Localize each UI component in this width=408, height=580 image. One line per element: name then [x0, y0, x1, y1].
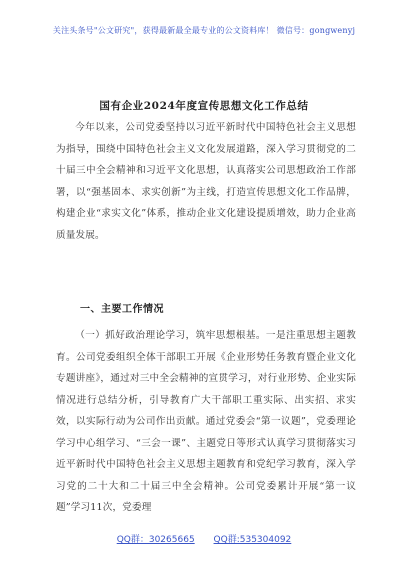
intro-paragraph: 今年以来，公司党委坚持以习近平新时代中国特色社会主义思想为指导，围绕中国特色社会主义文化发展道路，深入学习贯彻党的二十届三中全会精神和习近平文化思想，认真落实公司思想政治工作部署，以“强基固本、求实创新”为主线，打造宣传思想文化工作品牌，构建企业“求实文化”体系，推动企业文化建设提质增效，助力企业高质量发展。 [56, 122, 356, 241]
footer-contact [0, 532, 408, 545]
promo-banner: 关注头条号"公文研究"，获得最新最全最专业的公文资料库！ 微信号：gongwenyj [52, 26, 356, 35]
section-paragraph: （一）抓好政治理论学习，筑牢思想根基。一是注重思想主题教育。公司党委组织全体干部职工开展《企业形势任务教育暨企业文化专题讲座》，通过对三中全会精神的宣贯学习，对行业形势、企业实际情况进行总结分析，引导教育广大干部职工重实际、出实招、求实效，以实际行动为公司作出贡献。通过党委会“第一议题”，党委理论学习中心组学习、“三会一课”、主题党日等形式认真学习贯彻落实习近平新时代中国特色社会主义思想主题教育和党纪学习教育，深入学习党的二十大和二十届三中全会精神。公司党委累计开展“第一议题”学习11次，党委理 [56, 330, 356, 513]
qq-group-link-2[interactable]: QQ群:535304092 [213, 535, 292, 545]
document-title: 国有企业2024年度宣传思想文化工作总结 [99, 100, 309, 112]
section-heading: 一、主要工作情况 [80, 304, 164, 315]
qq-group-link-1[interactable]: QQ群：30265665 [116, 535, 195, 545]
